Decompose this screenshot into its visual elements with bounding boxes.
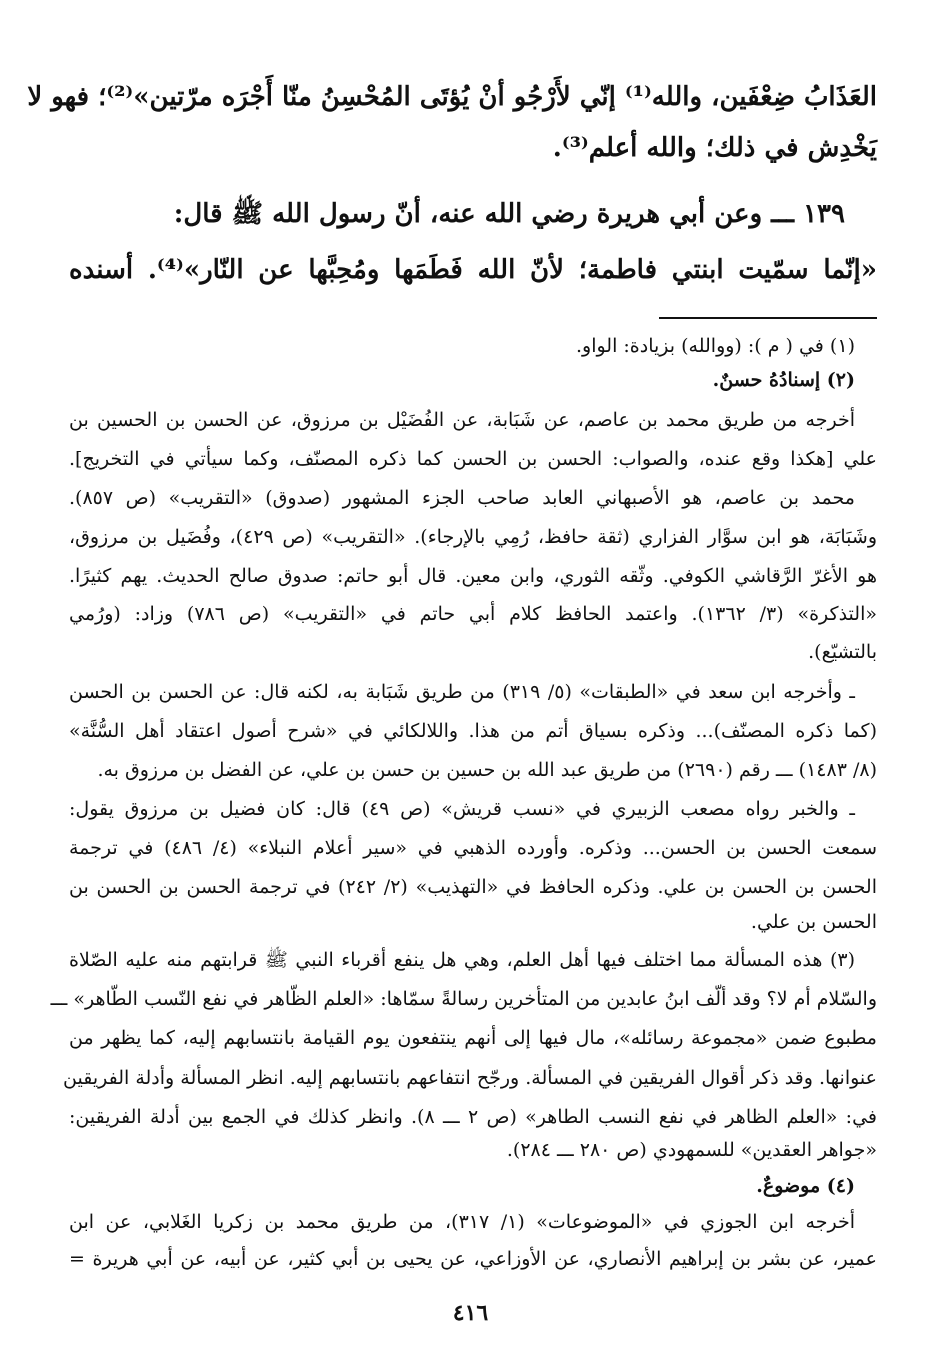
footnote-line: (٣) هذه المسألة مما اختلف فيها أهل العلم، وهي هل ينفع أقرباء النبي ﷺ قرابتهم منه عليه الصّلاة: [69, 949, 855, 971]
footnote-line: مطبوع ضمن «مجموعة رسائله»، مال فيها إلى أنهم ينتفعون يوم القيامة بانتسابهم إليه، كما يظهر من: [69, 1027, 877, 1049]
hadith-heading: ١٣٩ ـــ وعن أبي هريرة رضي الله عنه، أنّ رسول الله ﷺ قال:: [173, 199, 845, 229]
footnote-line: (١) في ( م ): (ووالله) بزيادة: الواو.: [575, 335, 855, 357]
footnote-line: ـ وأخرجه ابن سعد في «الطبقات» (٥/ ٣١٩) من طريق شَبَابة به، لكنه قال: عن الحسن بن الحسن: [69, 681, 855, 703]
footnote-line: بالتشيّع).: [808, 641, 877, 663]
footnote-line: عنوانها. وقد ذكر أقوال الفريقين في المسألة. ورجّح انتفاعهم بانتسابهم إليه. انظر المسألة وأدلة الفريقين: [63, 1067, 877, 1089]
footnote-line: علي [هكذا وقع عنده، والصواب: الحسن بن الحسن كما ذكره المصنّف، وكما سيأتي في التخريج].: [69, 448, 877, 470]
footnote-separator: [659, 317, 877, 319]
footnote-line: والسّلام أم لا؟ وقد ألّف ابنُ عابدين من المتأخرين رسالةً سمّاها: «العلم الظّاهر في نفع النّسب الطّاهر» ـــ: [50, 988, 877, 1010]
main-text-line: العَذَابُ ضِعْفَين، والله⁽¹⁾ إنّي لأَرْجُو أنْ يُؤتَى المُحْسِنُ منّا أَجْرَه مرّتين»⁽²⁾؛ فهو لا: [27, 82, 877, 112]
footnote-line: «التذكرة» (٣/ ١٣٦٢). واعتمد الحافظ كلام أبي حاتم في «التقريب» (ص ٧٨٦) وزاد: (ورُمي: [69, 603, 877, 625]
page-number: ٤١٦: [452, 1300, 489, 1326]
main-text-line: يَخْدِش في ذلك؛ والله أعلم⁽³⁾.: [552, 133, 877, 163]
footnote-line: محمد بن عاصم، هو الأصبهاني العابد صاحب الجزء المشهور (صدوق) «التقريب» (ص ٨٥٧).: [69, 487, 855, 509]
footnote-line: الحسن بن الحسن بن علي. وذكره الحافظ في «التهذيب» (٢/ ٢٤٢) في ترجمة الحسن بن الحسن بن: [69, 876, 877, 898]
footnote-line: الحسن بن علي.: [750, 911, 877, 933]
footnote-line: (كما ذكره المصنّف)... وذكره بسياق أتم من هذا. واللالكائي في «شرح أصول اعتقاد أهل السُّنَّة»: [69, 720, 877, 742]
footnote-line: ـ والخبر رواه مصعب الزبيري في «نسب قريش» (ص ٤٩) قال: كان فضيل بن مرزوق يقول:: [69, 798, 855, 820]
footnote-line: عمير، عن بشر بن إبراهيم الأنصاري، عن الأوزاعي، عن يحيى بن أبي كثير، عن أبيه، عن أبي هريرة =: [69, 1248, 877, 1270]
footnote-line: في: «العلم الظاهر في نفع النسب الطاهر» (ص ٢ ـــ ٨). وانظر كذلك في الجمع بين أدلة الفريقين:: [69, 1106, 877, 1128]
footnote-line: وشَبَابَة، هو ابن سوَّار الفزاري (ثقة حافظ، رُمِي بالإرجاء). «التقريب» (ص ٤٢٩)، وفُضَيل بن مرزوق،: [69, 526, 877, 548]
main-text-line: «إنّما سمّيت ابنتي فاطمة؛ لأنّ الله فَطَمَها ومُحِبَّها عن النّار»⁽⁴⁾. أسنده: [69, 255, 877, 285]
footnote-line: أخرجه ابن الجوزي في «الموضوعات» (١/ ٣١٧)، من طريق محمد بن زكريا الغَلابي، عن ابن: [69, 1211, 855, 1233]
footnote-line: (٨/ ١٤٨٣) ـــ رقم (٢٦٩٠) من طريق عبد الله بن حسين بن حسن بن علي، عن الفضل بن مرزوق به.: [97, 759, 877, 781]
footnote-line: هو الأغرّ الرَّقاشي الكوفي. وثّقه الثوري، وابن معين. قال أبو حاتم: صدوق صالح الحديث. يهم كثيرًا.: [69, 565, 877, 587]
footnote-line: أخرجه من طريق محمد بن عاصم، عن شَبَابة، عن الفُضَيْل بن مرزوق، عن الحسن بن الحسين بن: [69, 409, 855, 431]
footnote-line: «جواهر العقدين» للسمهودي (ص ٢٨٠ ـــ ٢٨٤).: [506, 1139, 877, 1161]
footnote-line: (٢) إسنادُهُ حسنٌ.: [712, 369, 855, 391]
footnote-line: سمعت الحسن بن الحسن... وذكره. وأورده الذهبي في «سير أعلام النبلاء» (٤/ ٤٨٦) في ترجمة: [69, 837, 877, 859]
footnote-line: (٤) موضوعٌ.: [756, 1175, 855, 1197]
